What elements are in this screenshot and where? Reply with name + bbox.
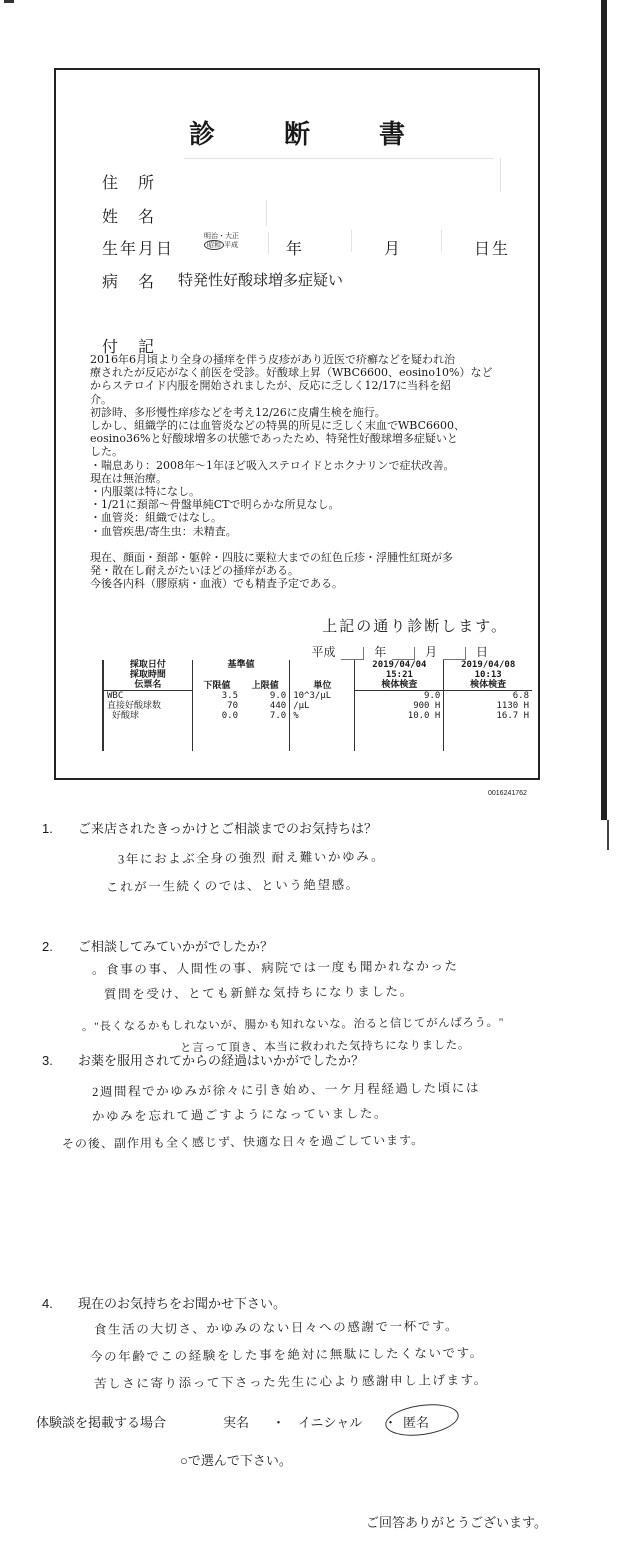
certificate-date [305,643,488,660]
lower-value: 70 [192,701,241,711]
upper-value: 440 [269,701,287,711]
row-header-date: 採取日付 [103,660,192,670]
circle-instruction: ○で選んで下さい。 [180,1453,292,1468]
test-name: 直接好酸球数 [103,701,192,711]
unit-header: 単位 [290,660,355,691]
scan-edge-lower [607,820,609,850]
question-2 [42,936,273,955]
upper-value: 7.0 [269,711,287,721]
notes-body: 2016年6月頃より全身の掻痒を伴う皮疹があり近医で疥癬などを疑われ治 療されたが反応がなく前医を受診。好酸球上昇（WBC6600、eosino10%）など からステロイド内服を開始されましたが、反応に乏しく12/17に当科を紹 介。 初診時、多形慢性痒疹などを考え12/26に皮膚生検を施行。 しかし、組織学的には血管炎などの特異的所見に乏しく末血でWBC6600、 eosino36%と好酸球増多の状態であったため、特発性好酸球増多症疑いと した。 ・喘息あり：2008年〜1年ほど吸入ステロイドとホクナリンで症状改善。 現在は無治療。 ・内服薬は特になし。 ・1/21に頚部〜骨盤単純CTで明らかな所見なし。 ・血管炎：組織ではなし。 ・血管疾患/寄生虫：未精査。 現在、顔面・頚部・躯幹・四肢に粟粒大までの紅色丘疹・浮腫性紅斑が多 発・散在し耐えがたいほどの掻痒がある。 今後各内科（膠原病・血液）でも精査予定である。 [90,353,493,591]
question-number: 2. [42,939,53,954]
answer-3-line-1: 2週間程でかゆみが徐々に引き始め、一ケ月程経過した頃には [91,1080,481,1100]
row-header-time: 採取時間 [103,670,192,680]
notes-label: 付 記 [102,337,157,356]
medical-certificate [54,68,540,780]
year-unit: 年 [286,239,305,258]
option-real-name: 実名 [223,1415,250,1430]
option-initials: イニシャル [298,1415,363,1430]
document-number: 0016241762 [488,790,527,797]
name-box-edge [266,200,267,226]
corner-mark [4,0,14,3]
question-text: お薬を服用されてからの経過はいかがでしたか？ [78,1053,365,1068]
answer-4-line-1: 食生活の大切さ、かゆみのない日々への感謝で一杯です。 [93,1319,460,1337]
question-4 [42,1293,286,1312]
test-name: 好酸球 [103,711,192,721]
result-1: 9.0 [355,691,444,702]
answer-4-line-2: 今の年齢でこの経験をした事を絶対に無駄にしたくないです。 [89,1345,484,1365]
sample-1-time: 15:21 [355,670,444,680]
name-label: 姓 名 [102,207,157,226]
date-month-unit: 月 [425,645,438,659]
month-unit: 月 [384,239,403,258]
thanks-message: ご回答ありがとうございます。 [366,1515,547,1530]
dob-divider [351,230,352,252]
dob-label: 生年月日 [102,239,175,258]
answer-3-line-3: その後、副作用も全く感じず、快適な日々を過ごしています。 [61,1133,425,1151]
table-row [103,691,532,702]
era-heisei: 平成 [224,241,238,249]
sample-2-time: 10:13 [444,670,532,680]
unit-value: 10^3/μL [290,691,355,702]
sample-1-date: 2019/04/04 [355,660,444,670]
row-header-slip: 伝票名 [103,680,192,691]
address-box-edge [500,158,501,192]
diagnosis-statement: 上記の通り診断します。 [322,617,508,635]
question-text: ご相談してみていかがでしたか？ [78,939,274,954]
test-name: WBC [103,691,192,702]
upper-value: 9.0 [269,691,287,701]
answer-4-line-3: 苦しさに寄り添って下さった先生に心より感謝申し上げます。 [93,1372,488,1392]
sample-1-label: 検体検査 [355,680,444,691]
option-separator: ・ [272,1415,286,1430]
answer-2-line-4: と言って頂き、本当に救われた気持ちになりました。 [179,1039,471,1055]
lower-value: 0.0 [192,711,241,721]
upper-header: 上限値 [251,680,279,691]
result-2: 16.7 H [444,711,532,721]
date-era: 平成 [311,645,336,659]
result-2: 1130 H [444,701,532,711]
disease-label: 病 名 [102,272,157,291]
scan-edge [601,0,607,820]
unit-value: % [290,711,355,721]
answer-2-line-3: 。"長くなるかもしれないが、腸かも知れないな。治ると信じてがんばろう。" [81,1016,505,1034]
option-anonymous: 匿名 [403,1415,430,1430]
question-text: ご来店されたきっかけとご相談までのお気持ちは？ [78,821,378,836]
question-text: 現在のお気持ちをお聞かせ下さい。 [78,1296,287,1311]
lab-results-table [102,660,532,751]
answer-1-line-2: これが一生続くのでは、という絶望感。 [105,877,360,895]
question-number: 1. [42,821,53,836]
selected-option-circle [383,1400,460,1440]
day-unit: 日生 [474,239,511,258]
option-separator: ・ [384,1415,398,1430]
date-day-unit: 日 [475,645,488,659]
question-1 [42,818,377,837]
diagnosis: 特発性好酸球増多症疑い [178,271,344,289]
sample-2-date: 2019/04/08 [444,660,532,670]
dob-divider [268,232,269,254]
lower-header: 下限値 [192,670,241,691]
reference-header: 基準値 [192,660,289,670]
table-row [103,711,532,721]
answer-2-line-1: 。食事の事、人間性の事、病院では一度も聞かれなかった [91,959,459,977]
answer-1-line-1: 3年におよぶ全身の強烈 耐え難いかゆみ。 [117,849,386,867]
unit-value: /μL [290,701,355,711]
lower-value: 3.5 [192,691,241,702]
era-selector [204,232,239,250]
table-row [103,701,532,711]
question-number: 3. [42,1053,53,1068]
publication-label: 体験談を掲載する場合 [36,1415,167,1430]
certificate-title: 診 断 書 [188,120,436,150]
result-1: 900 H [355,701,444,711]
question-number: 4. [42,1296,53,1311]
sample-2-label: 検体検査 [444,680,532,691]
era-showa-circled: 昭和 [204,240,224,250]
answer-2-line-2: 質問を受け、とても新鮮な気持ちになりました。 [103,984,414,1002]
dob-divider [441,230,442,252]
answer-3-line-2: かゆみを忘れて過ごすようになっていました。 [91,1106,389,1124]
question-3 [42,1050,364,1069]
address-label: 住 所 [102,173,157,192]
result-2: 6.8 [444,691,532,702]
result-1: 10.0 H [355,711,444,721]
date-year-unit: 年 [374,645,387,659]
era-meiji-taisho: 明治・大正 [204,232,239,240]
address-underline [184,158,494,159]
